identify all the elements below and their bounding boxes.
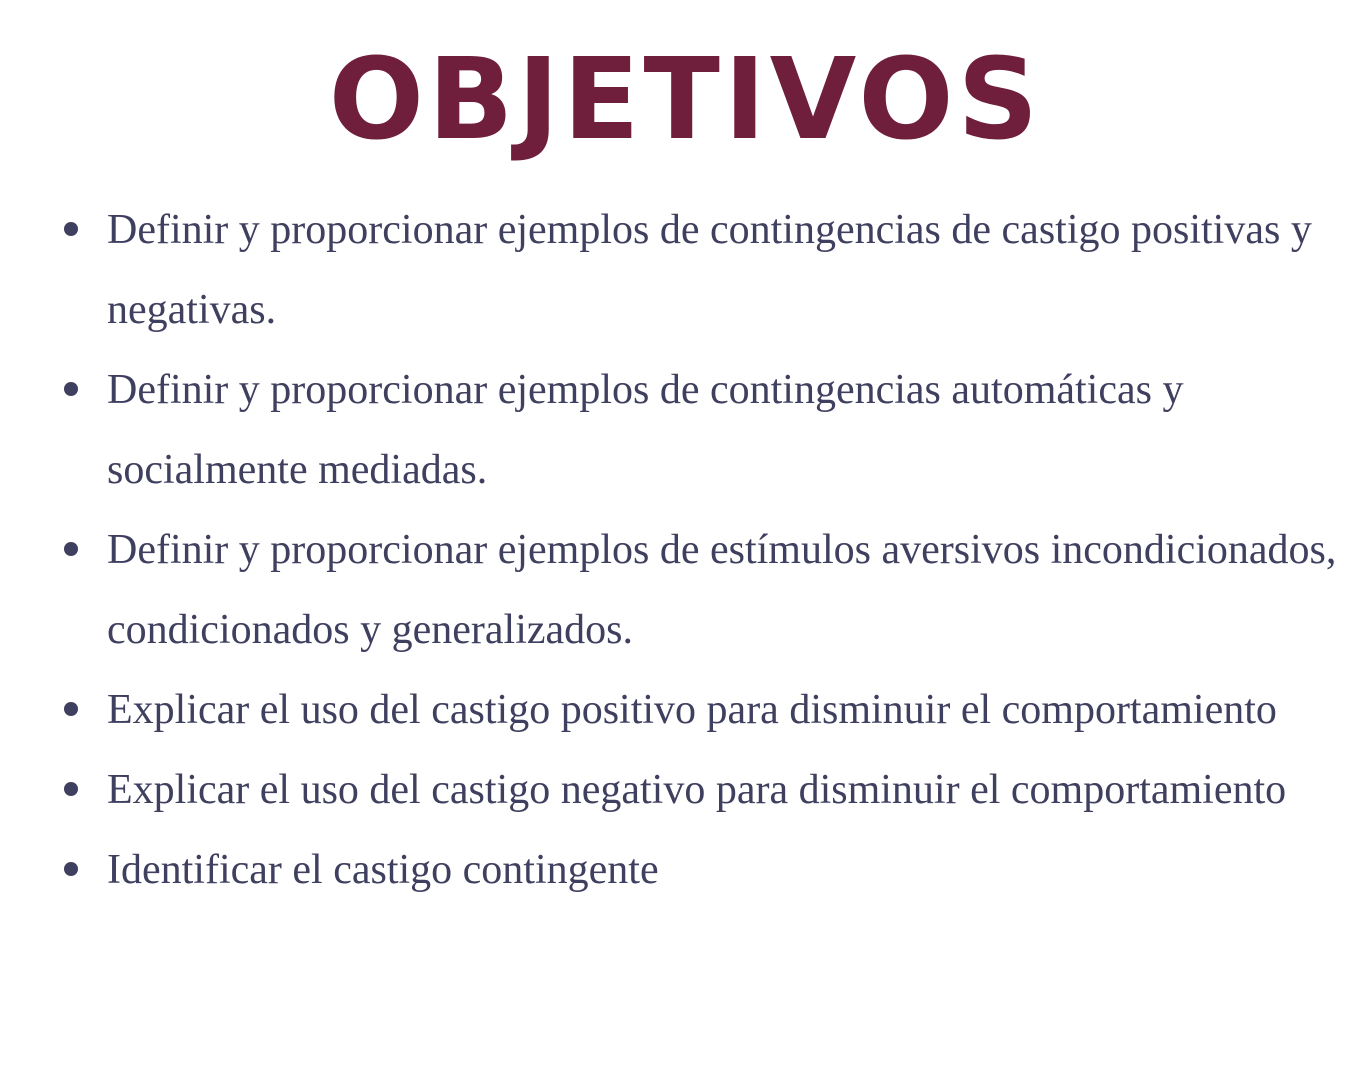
objective-item [0,190,1340,350]
objective-text: Definir y proporcionar ejemplos de estímulos aversivos incondicionados, condicionados y generalizados. [107,527,1337,653]
objectives-list [0,190,1340,910]
objective-item [0,350,1340,510]
bullet-dot-icon [64,702,78,716]
objective-text: Explicar el uso del castigo positivo para disminuir el comportamiento [107,687,1277,733]
objective-text: Definir y proporcionar ejemplos de contingencias de castigo positivas y negativas. [107,207,1312,333]
objective-text: Identificar el castigo contingente [107,847,659,893]
objective-item [0,830,1340,910]
objective-item [0,510,1340,670]
objective-text: Definir y proporcionar ejemplos de contingencias automáticas y socialmente mediadas. [107,367,1184,493]
bullet-dot-icon [64,382,78,396]
bullet-dot-icon [64,542,78,556]
bullet-dot-icon [64,782,78,796]
objective-item [0,750,1340,830]
objective-text: Explicar el uso del castigo negativo para disminuir el comportamiento [107,767,1287,813]
bullet-dot-icon [64,862,78,876]
page-title: OBJETIVOS [328,35,1043,165]
objective-item [0,670,1340,750]
bullet-dot-icon [64,222,78,236]
